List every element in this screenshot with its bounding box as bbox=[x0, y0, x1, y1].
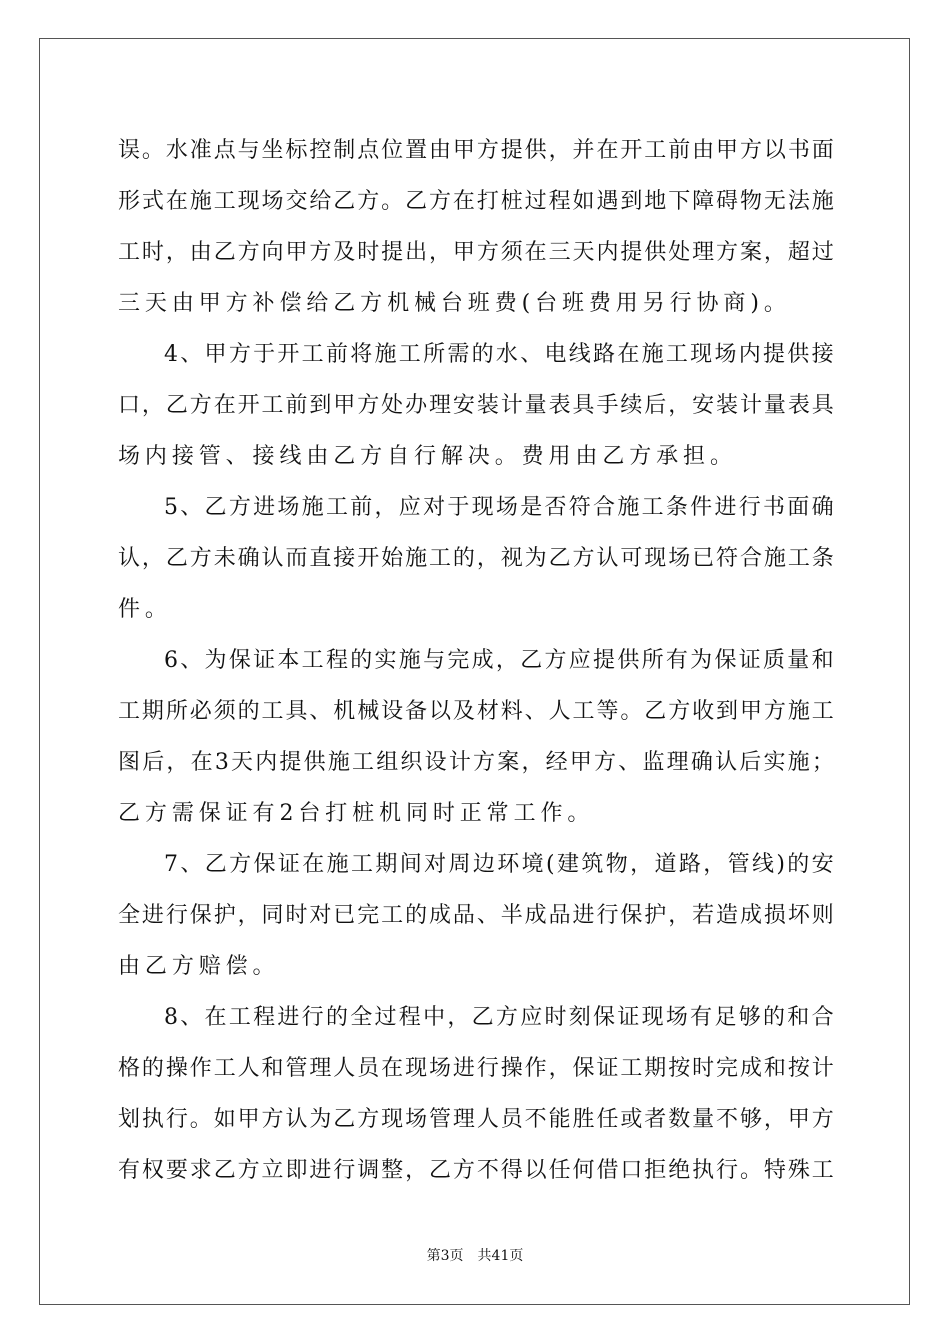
text-line: 乙 方 需 保 证 有 2 台 打 桩 机 同 时 正 常 工 作 。 bbox=[118, 801, 590, 826]
text-line: 8 、 在 工 程 进 行 的 全 过 程 中 ， 乙 方 应 时 刻 保 证 现 场 有 足 够 的 和 合 bbox=[164, 1005, 834, 1030]
text-line: 口 ， 乙 方 在 开 工 前 到 甲 方 处 办 理 安 装 计 量 表 具 手 续 后 ， 安 装 计 量 表 具 bbox=[118, 393, 834, 418]
text-line: 由 乙 方 赔 偿 。 bbox=[118, 954, 275, 979]
text-line: 全 进 行 保 护 ， 同 时 对 已 完 工 的 成 品 、 半 成 品 进 行 保 护 ， 若 造 成 损 坏 则 bbox=[118, 903, 834, 928]
text-line: 形 式 在 施 工 现 场 交 给 乙 方 。 乙 方 在 打 桩 过 程 如 遇 到 地 下 障 碍 物 无 法 施 bbox=[118, 189, 834, 214]
text-line: 图 后 ， 在 3 天 内 提 供 施 工 组 织 设 计 方 案 ， 经 甲 方 、 监 理 确 认 后 实 施 ； bbox=[118, 750, 834, 775]
text-line: 7 、 乙 方 保 证 在 施 工 期 间 对 周 边 环 境 ( 建 筑 物 ， 道 路 ， 管 线 ) 的 安 bbox=[164, 852, 834, 877]
text-line: 误 。 水 准 点 与 坐 标 控 制 点 位 置 由 甲 方 提 供 ， 并 在 开 工 前 由 甲 方 以 书 面 bbox=[118, 138, 834, 163]
text-line: 有 权 要 求 乙 方 立 即 进 行 调 整 ， 乙 方 不 得 以 任 何 借 口 拒 绝 执 行 。 特 殊 工 bbox=[118, 1158, 834, 1183]
text-line: 工 时 ， 由 乙 方 向 甲 方 及 时 提 出 ， 甲 方 须 在 三 天 内 提 供 处 理 方 案 ， 超 过 bbox=[118, 240, 834, 265]
text-line: 4 、 甲 方 于 开 工 前 将 施 工 所 需 的 水 、 电 线 路 在 施 工 现 场 内 提 供 接 bbox=[164, 342, 834, 367]
text-line: 场 内 接 管 、 接 线 由 乙 方 自 行 解 决 。 费 用 由 乙 方 承 担 。 bbox=[118, 444, 732, 469]
text-line: 认 ， 乙 方 未 确 认 而 直 接 开 始 施 工 的 ， 视 为 乙 方 认 可 现 场 已 符 合 施 工 条 bbox=[118, 546, 834, 571]
text-line: 格 的 操 作 工 人 和 管 理 人 员 在 现 场 进 行 操 作 ， 保 证 工 期 按 时 完 成 和 按 计 bbox=[118, 1056, 834, 1081]
text-line: 三 天 由 甲 方 补 偿 给 乙 方 机 械 台 班 费 ( 台 班 费 用 另 行 协 商 ) 。 bbox=[118, 291, 786, 316]
document-body bbox=[118, 125, 834, 1196]
text-line: 划 执 行 。 如 甲 方 认 为 乙 方 现 场 管 理 人 员 不 能 胜 任 或 者 数 量 不 够 ， 甲 方 bbox=[118, 1107, 834, 1132]
text-line: 6 、 为 保 证 本 工 程 的 实 施 与 完 成 ， 乙 方 应 提 供 所 有 为 保 证 质 量 和 bbox=[164, 648, 834, 673]
text-line: 工 期 所 必 须 的 工 具 、 机 械 设 备 以 及 材 料 、 人 工 等 。 乙 方 收 到 甲 方 施 工 bbox=[118, 699, 834, 724]
text-line: 5 、 乙 方 进 场 施 工 前 ， 应 对 于 现 场 是 否 符 合 施 工 条 件 进 行 书 面 确 bbox=[164, 495, 834, 520]
page-number: 第3页 共41页 bbox=[426, 1248, 524, 1264]
text-line: 件 。 bbox=[118, 597, 167, 622]
